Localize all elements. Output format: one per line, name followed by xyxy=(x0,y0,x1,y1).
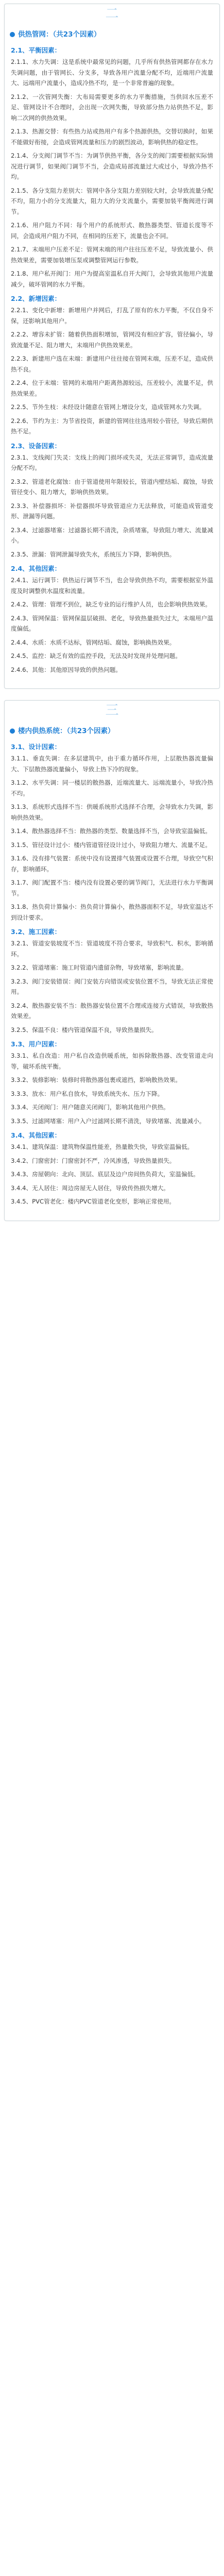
factor-paragraph: 2.1.5、各分支阻力差别大：管网中各分支阻力差别较大时，会导致流量分配不均，阻力小的分支流量大，阻力大的分支流量小，需要加装平衡阀进行调节。 xyxy=(11,187,213,215)
factor-paragraph: 2.2.6、节约为主：为节省投资，新建的管网往往选用较小管径，导致后期供热不足。 xyxy=(11,417,213,435)
section-title-text: 楼内供热系统：（共23个因素） xyxy=(18,727,115,735)
factor-paragraph: 2.3.5、泄漏：管网泄漏导致失水，系统压力下降，影响供热。 xyxy=(11,550,176,558)
content-card xyxy=(4,700,220,1221)
factor-paragraph: 3.2.2、管道堵塞：施工时管道内遗留杂物，导致堵塞，影响流量。 xyxy=(11,964,187,971)
bullet-dot-icon xyxy=(10,728,15,734)
factor-paragraph: 2.3.4、过滤器堵塞：过滤器长期不清洗，杂质堵塞，导致阻力增大、流量减小。 xyxy=(11,526,213,544)
section-title xyxy=(5,28,219,41)
factor-paragraph: 2.1.3、热源交替：有些热力站或热用户有多个热源供热，交替切换时，如果不能做好衔接，会造成管网流量和压力的剧烈波动，影响供热的稳定性。 xyxy=(11,128,213,146)
article-page xyxy=(0,0,224,1221)
factor-paragraph: 2.4.3、管网保温：管网保温层破损、老化，导致热量损失过大，末端用户温度偏低。 xyxy=(11,614,213,632)
factor-paragraph: 3.4.2、门窗密封：门窗密封不严，冷风渗透，导致热量损失。 xyxy=(11,1157,176,1164)
factor-paragraph: 3.3.5、过滤网堵塞：用户入户过滤网长期不清洗，导致堵塞、流量减小。 xyxy=(11,1117,205,1125)
factor-paragraph: 2.4.5、监控：缺乏有效的监控手段，无法及时发现并处理问题。 xyxy=(11,652,181,659)
factor-paragraph: 2.4.6、其他：其他原因导致的供热问题。 xyxy=(11,666,122,673)
factor-paragraph: 2.4.2、管理：管理不到位，缺乏专业的运行维护人员，也会影响供热效果。 xyxy=(11,601,211,608)
factor-paragraph: 3.1.5、管径设计过小：楼内管道管径设计过小，导致阻力增大、流量不足。 xyxy=(11,841,211,849)
factor-paragraph: 2.2.3、新建用户选在末端：新建用户往往接在管网末端，压差不足，造成供热不良。 xyxy=(11,355,213,373)
factor-paragraph: 3.4.3、房屋朝向：北向、顶层、底层及边户房间热负荷大，室温偏低。 xyxy=(11,1171,199,1178)
card-header xyxy=(5,701,219,724)
factor-paragraph: 3.2.1、管道安装坡度不当：管道坡度不符合要求，导致积气、积水，影响循环。 xyxy=(11,940,213,958)
factor-paragraph: 3.1.7、阀门配置不当：楼内没有设置必要的调节阀门，无法进行水力平衡调节。 xyxy=(11,879,213,897)
factor-paragraph: 2.1.7、末端用户压差不足：管网末端的用户往往压差不足，导致流量小、供热效果差，需要加装增压泵或调整管网运行参数。 xyxy=(11,246,213,264)
section-number-decoration: 三 xyxy=(105,703,119,718)
factor-paragraph: 2.1.8、用户私开阀门：用户为提高室温私自开大阀门，会导致其他用户流量减少，破坏管网的水力平衡。 xyxy=(11,270,213,288)
section-title xyxy=(5,724,219,738)
factor-paragraph: 2.2.2、增容未扩管：随着供热面积增加，管网没有相应扩容，管径偏小，导致流量不足、阻力增大，末端用户供热效果差。 xyxy=(11,331,213,349)
factor-paragraph: 3.3.3、放水：用户私自放水，导致系统失水、压力下降。 xyxy=(11,1090,164,1097)
factor-paragraph: 2.3.2、管道老化腐蚀：由于管道使用年限较长，管道内壁结垢、腐蚀，导致管径变小、阻力增大，影响供热效果。 xyxy=(11,478,213,496)
subsection-title: 2.1、平衡因素： xyxy=(11,46,61,54)
factor-paragraph: 3.1.4、散热器选择不当：散热器的类型、数量选择不当，会导致室温偏低。 xyxy=(11,827,211,835)
subsection-title: 3.4、其他因素： xyxy=(11,1131,61,1139)
subsection-title: 2.2、新增因素： xyxy=(11,295,61,302)
subsection-title: 3.1、设计因素： xyxy=(11,743,61,751)
factor-paragraph: 2.2.4、位于末端：管网的末端用户距离热源较远，压差较小，流量不足，供热效果差。 xyxy=(11,379,213,397)
factor-paragraph: 3.3.1、私自改造：用户私自改造供暖系统，如拆除散热器、改变管道走向等，破坏系统平衡。 xyxy=(11,1052,213,1070)
factor-paragraph: 3.2.5、保温不良：楼内管道保温不良，导致热量损失。 xyxy=(11,1026,158,1033)
factor-paragraph: 3.2.3、阀门安装错误：阀门安装方向错误或安装位置不当，导致无法正常使用。 xyxy=(11,977,213,995)
factor-paragraph: 2.3.1、支线阀门失灵：支线上的阀门损坏或失灵，无法正常调节，造成流量分配不均。 xyxy=(11,453,213,471)
factor-paragraph: 2.4.4、水质：水质不达标，管网结垢、腐蚀，影响换热效果。 xyxy=(11,638,176,646)
factor-paragraph: 2.1.2、一次管网失衡：大布局需要更多的水力平衡措施，当供回水压差不足、管网设计不合理时，会出现一次网失衡，导致部分热力站供热不足，影响二次网的供热效果。 xyxy=(11,93,213,122)
section-title-text: 供热管网：（共23个因素） xyxy=(18,30,101,39)
factor-paragraph: 3.4.5、PVC管老化：楼内PVC管道老化变形，影响正常使用。 xyxy=(11,1198,176,1205)
subsection-title: 2.3、设备因素： xyxy=(11,442,61,450)
factor-paragraph: 3.1.1、垂直失调：在多层建筑中，由于重力循环作用，上层散热器流量偏大、下层散热器流量偏小，导致上热下冷的现象。 xyxy=(11,755,213,773)
subsection-title: 3.3、用户因素： xyxy=(11,1040,61,1048)
cards-container xyxy=(0,4,224,1221)
factor-paragraph: 2.1.6、用户阻力不同：每个用户的系统形式、散热器类型、管道长度等不同，会造成用户阻力不同，在相同的压差下，流量也会不同。 xyxy=(11,222,213,240)
factor-paragraph: 3.1.2、水平失调：同一楼层的散热器，近端流量大、远端流量小，导致冷热不均。 xyxy=(11,779,213,797)
subsection-title: 3.2、施工因素： xyxy=(11,928,61,936)
factor-paragraph: 3.4.4、无人居住：周边房屋无人居住，导致传热损失增大。 xyxy=(11,1184,169,1192)
factor-paragraph: 3.1.8、热负荷计算偏小：热负荷计算偏小，散热器面积不足，导致室温达不到设计要求。 xyxy=(11,903,213,921)
card-header xyxy=(5,4,219,28)
factor-paragraph: 3.1.3、系统形式选择不当：供暖系统形式选择不合理，会导致水力失调，影响供热效果。 xyxy=(11,803,213,821)
factor-paragraph: 2.2.5、节外生枝：未经设计随意在管网上增设分支，造成管网水力失调。 xyxy=(11,403,205,411)
factor-paragraph: 3.1.6、没有排气装置：系统中没有设置排气装置或设置不合理，导致空气积存，影响循环。 xyxy=(11,855,213,873)
factor-paragraph: 3.2.4、散热器安装不当：散热器安装位置不合理或连接方式错误，导致散热效果差。 xyxy=(11,1002,213,1020)
section-number-decoration: 二 xyxy=(105,6,119,22)
factor-paragraph: 2.1.4、分支阀门调节不当：为调节供热平衡，各分支的阀门需要根据实际情况进行调节，如果阀门调节不当，会造成局部流量过大或过小，导致冷热不均。 xyxy=(11,152,213,180)
factor-paragraph: 3.4.1、建筑保温：建筑物保温性能差，热量散失快，导致室温偏低。 xyxy=(11,1143,194,1150)
factor-paragraph: 3.3.4、关闭阀门：用户随意关闭阀门，影响其他用户供热。 xyxy=(11,1104,169,1111)
factor-paragraph: 2.2.1、变化中新增：新增用户并网后，打乱了原有的水力平衡，不仅自身不保，还影响其他用户。 xyxy=(11,307,213,325)
bullet-dot-icon xyxy=(10,32,15,37)
subsection-title: 2.4、其他因素： xyxy=(11,565,61,572)
factor-paragraph: 2.1.1、水力失调：这是系统中最常见的问题，几乎所有供热管网都存在水力失调问题，由于管网长、分支多，导致各用户流量分配不均，近端用户流量大、远端用户流量小，造成冷热不均，是一个非常普遍的现象。 xyxy=(11,58,213,87)
content-card xyxy=(4,4,220,689)
factor-paragraph: 2.4.1、运行调节：供热运行调节不当，也会导致供热不均，需要根据室外温度及时调整供水温度和流量。 xyxy=(11,577,213,595)
factor-paragraph: 2.3.3、补偿器损坏：补偿器损坏导致管道应力无法释放，可能造成管道变形、泄漏等问题。 xyxy=(11,502,213,520)
factor-paragraph: 3.3.2、装修影响：装修时将散热器包裹或遮挡，影响散热效果。 xyxy=(11,1076,181,1083)
